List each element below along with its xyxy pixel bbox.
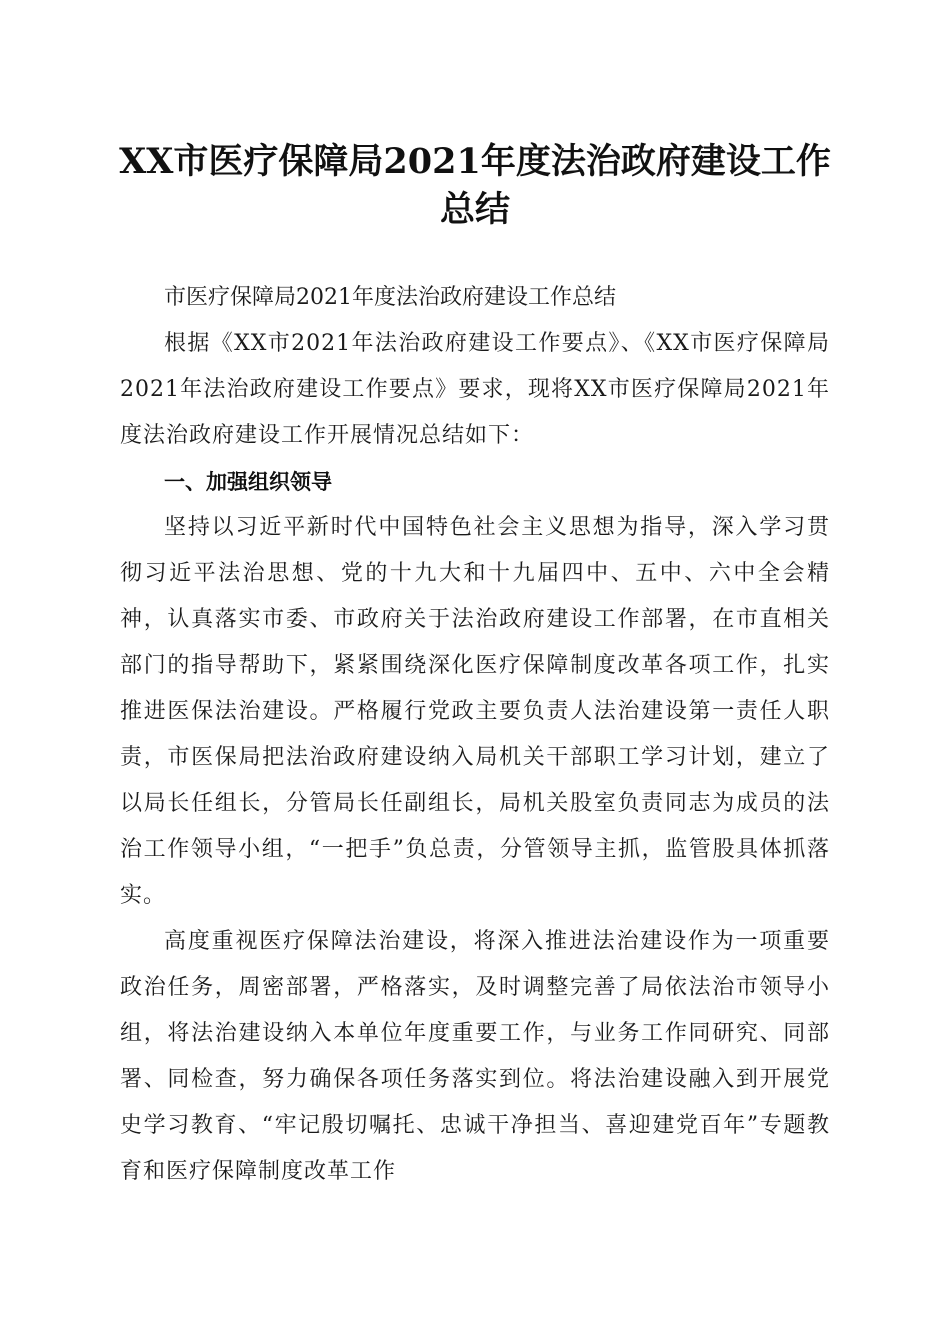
subtitle-paragraph: 市医疗保障局2021年度法治政府建设工作总结	[164, 285, 616, 310]
section-paragraph-2: 高度重视医疗保障法治建设，将深入推进法治建设作为一项重要政治任务，周密部署，严格落实，及时调整完善了局依法治市领导小组，将法治建设纳入本单位年度重要工作，与业务工作同研究、同部署、同检查，努力确保各项任务落实到位。将法治建设融入到开展党史学习教育、“牢记殷切嘱托、忠诚干净担当、喜迎建党百年”专题教育和医疗保障制度改革工作	[120, 929, 830, 1184]
section-heading: 一、加强组织领导	[164, 470, 332, 494]
section-paragraph-1: 坚持以习近平新时代中国特色社会主义思想为指导，深入学习贯彻习近平法治思想、党的十九大和十九届四中、五中、六中全会精神，认真落实市委、市政府关于法治政府建设工作部署，在市直相关部门的指导帮助下，紧紧围绕深化医疗保障制度改革各项工作，扎实推进医保法治建设。严格履行党政主要负责人法治建设第一责任人职责，市医保局把法治政府建设纳入局机关干部职工学习计划，建立了以局长任组长，分管局长任副组长，局机关股室负责同志为成员的法治工作领导小组，“一把手”负总责，分管领导主抓，监管股具体抓落实。	[120, 515, 830, 908]
document-title: XX市医疗保障局2021年度法治政府建设工作总结	[119, 141, 831, 230]
intro-paragraph: 根据《XX市2021年法治政府建设工作要点》、《XX市医疗保障局2021年法治政府建设工作要点》要求，现将XX市医疗保障局2021年度法治政府建设工作开展情况总结如下：	[120, 331, 830, 448]
document-body	[120, 275, 830, 1195]
